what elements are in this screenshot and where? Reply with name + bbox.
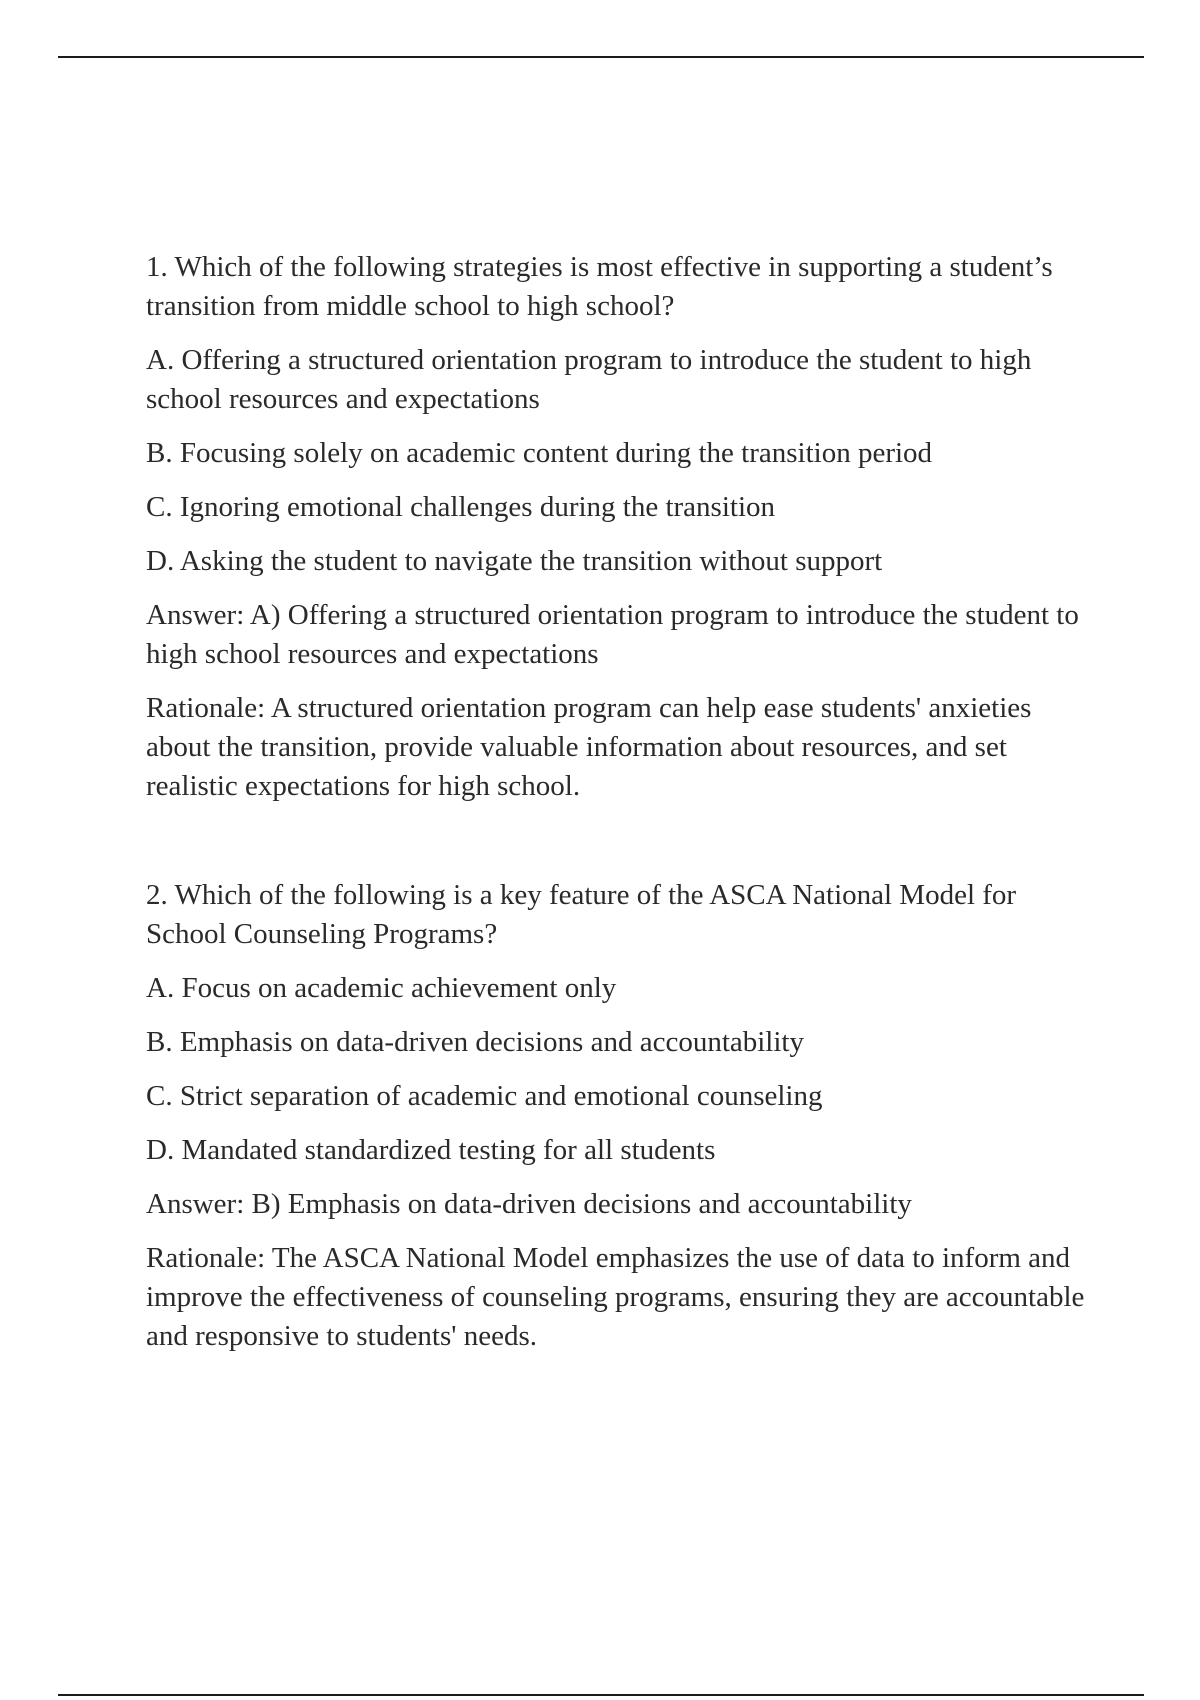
option-c: C. Strict separation of academic and emotional counseling [146,1080,823,1112]
rationale-text: Rationale: The ASCA National Model emphasizes the use of data to inform and improve the effectiveness of counseling programs, ensuring they are accountable and responsive to students' needs. [146,1242,1085,1352]
answer-text: Answer: A) Offering a structured orientation program to introduce the student to high school resources and expectations [146,599,1079,670]
option-c: C. Ignoring emotional challenges during the transition [146,491,776,523]
footer-divider [58,1694,1144,1696]
option-d: D. Mandated standardized testing for all students [146,1134,716,1166]
question-text: 2. Which of the following is a key feature of the ASCA National Model for School Counseling Programs? [146,879,1017,950]
document-body [146,248,1096,1371]
option-b: B. Focusing solely on academic content during the transition period [146,437,933,469]
question-block-2 [146,876,1096,1356]
option-d: D. Asking the student to navigate the transition without support [146,545,883,577]
option-b: B. Emphasis on data-driven decisions and accountability [146,1026,804,1058]
option-a: A. Focus on academic achievement only [146,972,617,1004]
answer-text: Answer: B) Emphasis on data-driven decisions and accountability [146,1188,912,1220]
rationale-text: Rationale: A structured orientation program can help ease students' anxieties about the transition, provide valuable information about resources, and set realistic expectations for high school. [146,692,1032,802]
question-block-1 [146,248,1096,806]
header-divider [58,56,1144,58]
question-text: 1. Which of the following strategies is most effective in supporting a student’s transition from middle school to high school? [146,251,1053,322]
option-a: A. Offering a structured orientation program to introduce the student to high school resources and expectations [146,344,1032,415]
